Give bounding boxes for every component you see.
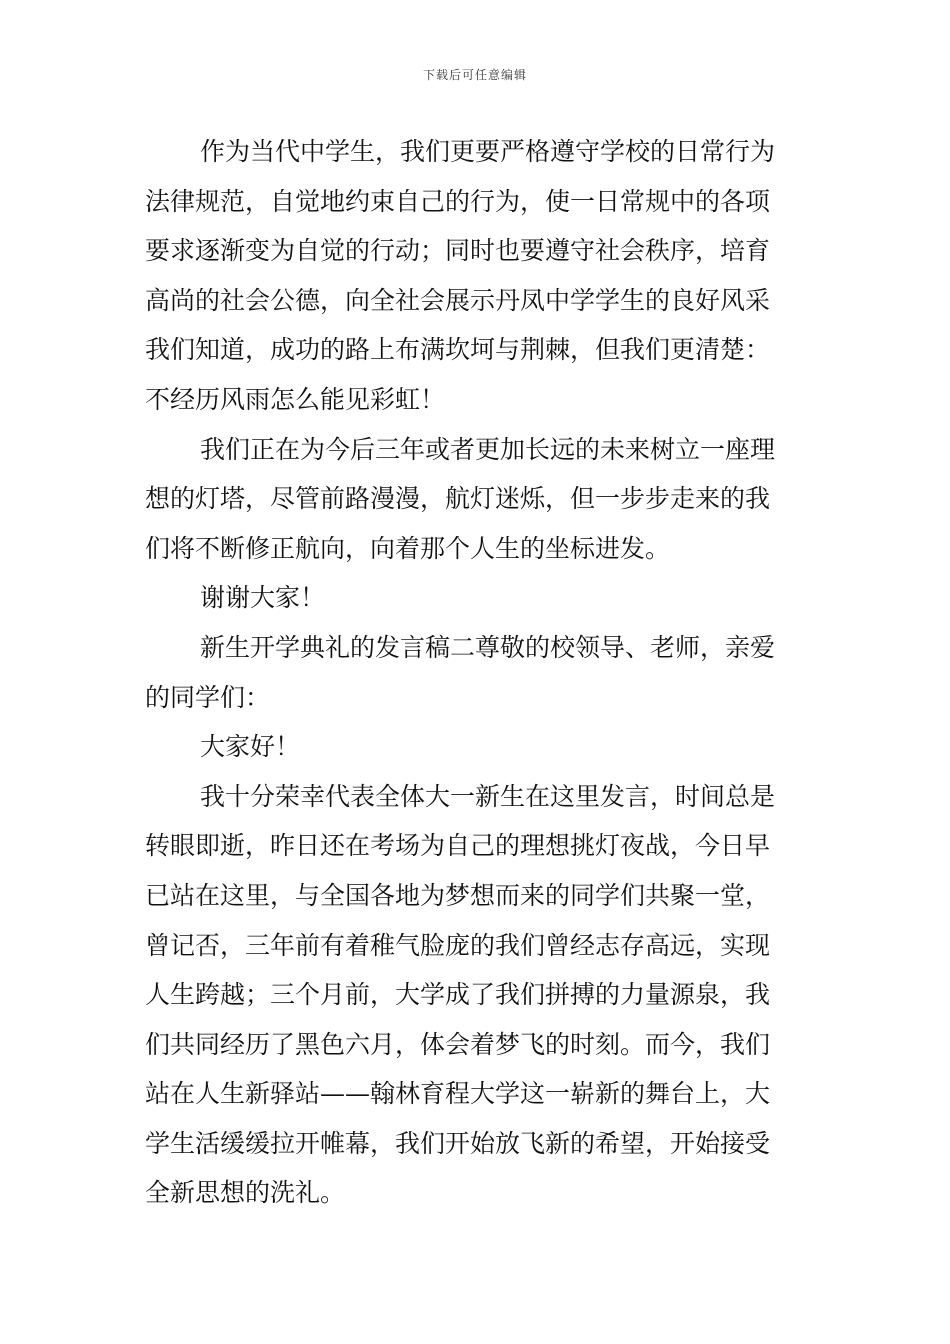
text-line: 转眼即逝，昨日还在考场为自己的理想挑灯夜战，今日早 <box>145 831 771 861</box>
text-line: 学生活缓缓拉开帷幕，我们开始放飞新的希望，开始接受 <box>145 1128 771 1158</box>
text-line: 高尚的社会公德，向全社会展示丹凤中学学生的良好风采 <box>145 285 771 315</box>
text-line: 全新思想的洗礼。 <box>145 1178 346 1208</box>
text-line: 不经历风雨怎么能见彩虹！ <box>145 384 446 414</box>
text-line: 们将不断修正航向，向着那个人生的坐标进发。 <box>145 533 671 563</box>
text-line: 谢谢大家！ <box>200 583 326 613</box>
page-header: 下载后可任意编辑 <box>422 68 527 82</box>
text-line: 人生跨越；三个月前，大学成了我们拼搏的力量源泉，我 <box>145 980 771 1010</box>
text-line: 我们正在为今后三年或者更加长远的未来树立一座理 <box>200 434 776 464</box>
text-line: 作为当代中学生，我们更要严格遵守学校的日常行为 <box>200 137 776 166</box>
body-text <box>145 127 810 1218</box>
text-line: 大家好！ <box>200 732 301 762</box>
text-line: 站在人生新驿站——翰林育程大学这一崭新的舞台上，大 <box>145 1079 771 1109</box>
text-line: 要求逐渐变为自觉的行动；同时也要遵守社会秩序，培育 <box>145 236 771 266</box>
text-line: 曾记否，三年前有着稚气脸庞的我们曾经志存高远，实现 <box>145 930 771 960</box>
text-line: 的同学们： <box>145 682 271 712</box>
text-line: 法律规范，自觉地约束自己的行为，使一日常规中的各项 <box>145 186 771 216</box>
text-line: 我十分荣幸代表全体大一新生在这里发言，时间总是 <box>200 781 776 811</box>
text-line: 们共同经历了黑色六月，体会着梦飞的时刻。而今，我们 <box>145 1029 771 1059</box>
text-line: 已站在这里，与全国各地为梦想而来的同学们共聚一堂， <box>145 880 771 910</box>
text-line: 想的灯塔，尽管前路漫漫，航灯迷烁，但一步步走来的我 <box>145 484 771 514</box>
text-line: 我们知道，成功的路上布满坎坷与荆棘，但我们更清楚： <box>145 335 771 365</box>
text-line: 新生开学典礼的发言稿二尊敬的校领导、老师，亲爱 <box>200 632 776 662</box>
